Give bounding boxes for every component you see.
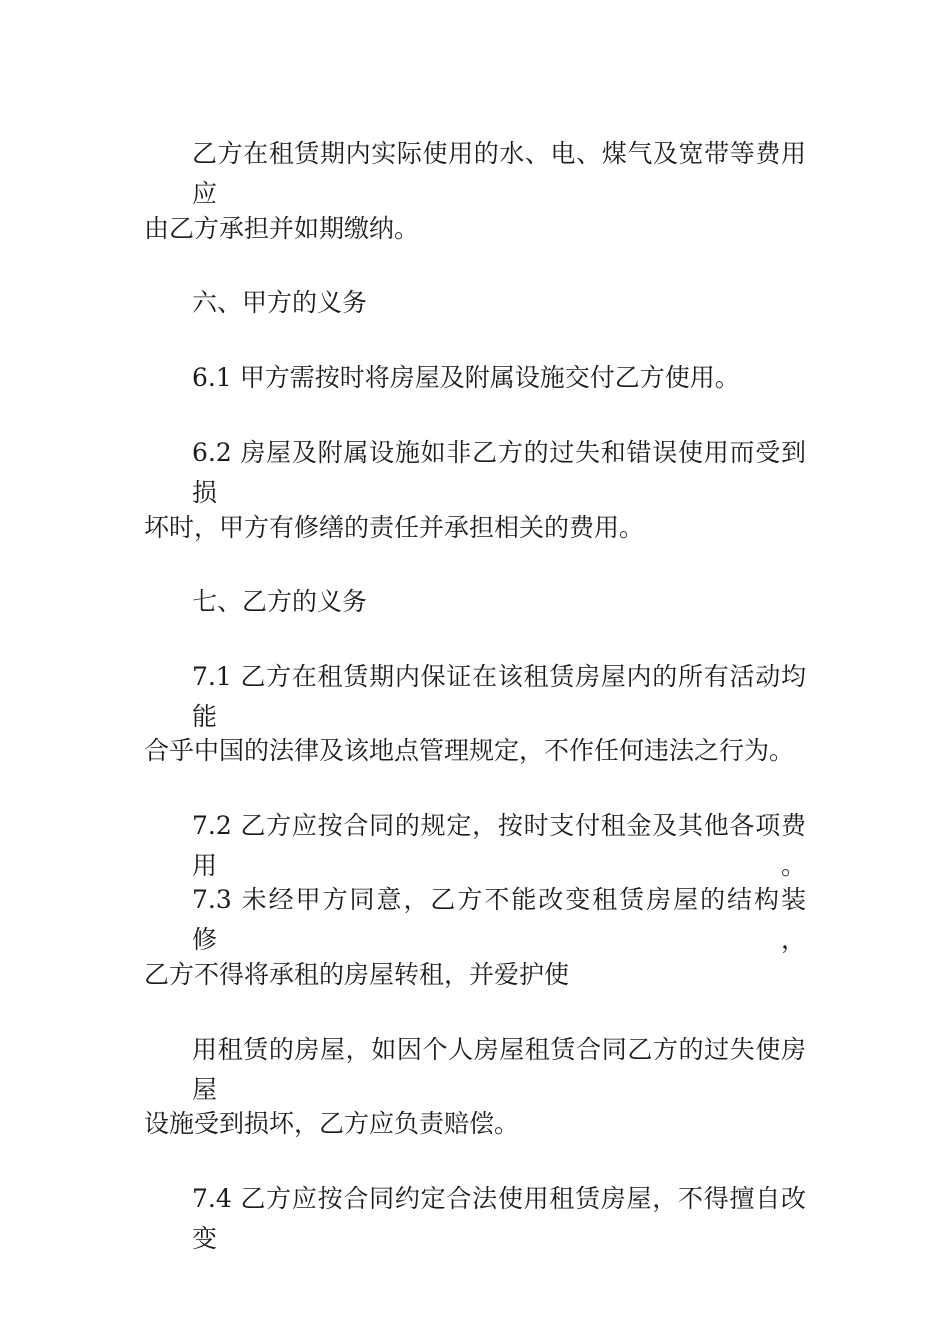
clause-line: 6.2 房屋及附属设施如非乙方的过失和错误使用而受到损 [192, 438, 806, 507]
paragraph-line: 坏时，甲方有修缮的责任并承担相关的费用。 [144, 513, 645, 542]
paragraph-line: 用租赁的房屋，如因个人房屋租赁合同乙方的过失使房屋 [192, 1035, 806, 1104]
clause-line: 7.1 乙方在租赁期内保证在该租赁房屋内的所有活动均能 [192, 662, 806, 731]
paragraph-line: 由乙方承担并如期缴纳。 [144, 214, 420, 243]
clause-line: 7.4 乙方应按合同约定合法使用租赁房屋，不得擅自改变 [192, 1184, 806, 1253]
paragraph-line: 合乎中国的法律及该地点管理规定，不作任何违法之行为。 [144, 736, 795, 765]
paragraph-line: 乙方在租赁期内实际使用的水、电、煤气及宽带等费用应 [192, 139, 806, 208]
clause-line: 6.1 甲方需按时将房屋及附属设施交付乙方使用。 [192, 363, 740, 392]
paragraph-line: 设施受到损坏，乙方应负责赔偿。 [144, 1109, 520, 1138]
paragraph-line: 乙方不得将承租的房屋转租，并爱护使 [144, 960, 570, 989]
section-heading: 七、乙方的义务 [192, 587, 368, 616]
clause-line: 7.2 乙方应按合同的规定，按时支付租金及其他各项费用。 [192, 811, 806, 880]
clause-line: 7.3 未经甲方同意，乙方不能改变租赁房屋的结构装修， [192, 885, 806, 954]
section-heading: 六、甲方的义务 [192, 288, 368, 317]
